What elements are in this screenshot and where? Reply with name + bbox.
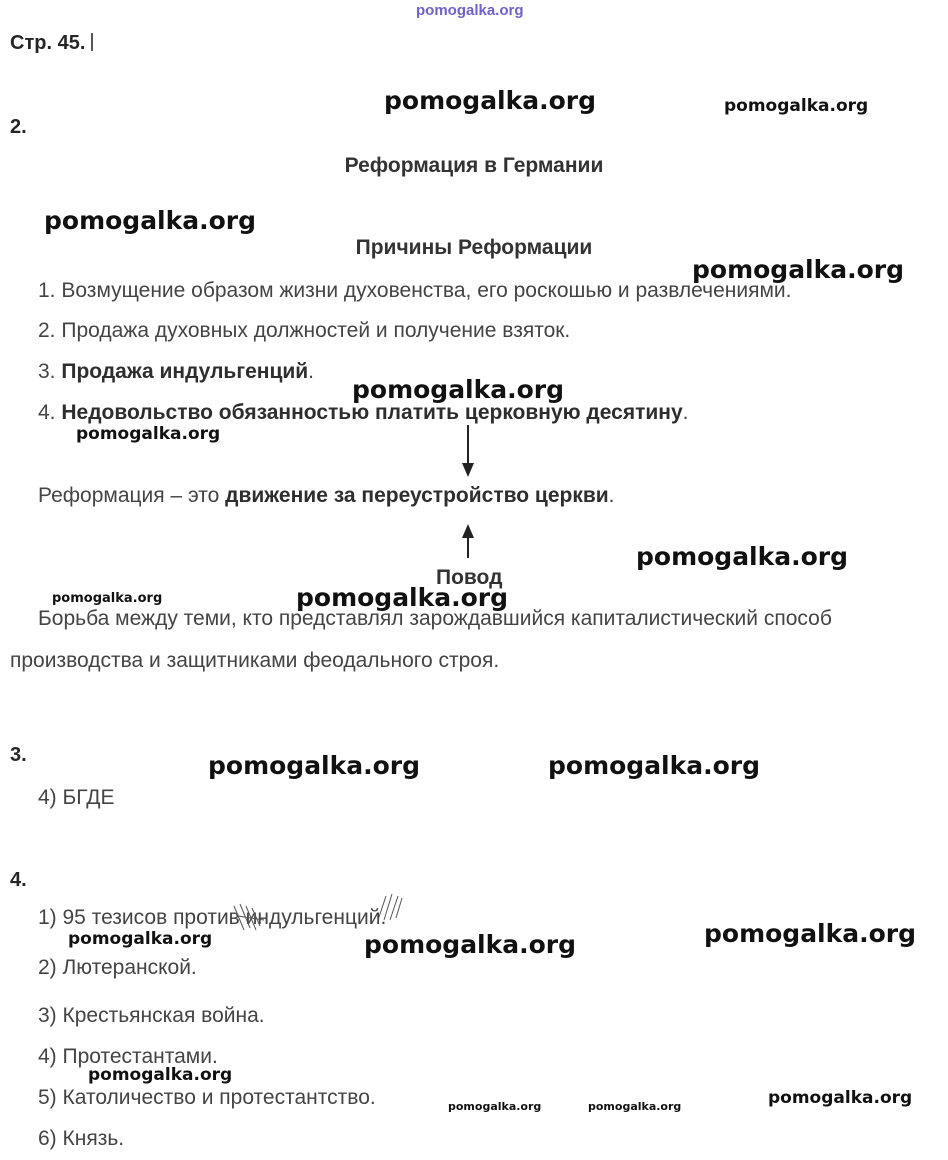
reason-text-line2: производства и защитниками феодального строя. bbox=[10, 649, 500, 672]
watermark: pomogalka.org bbox=[448, 1100, 542, 1113]
cause-item-1: 1. Возмущение образом жизни духовенства, его роскошью и развлечениями. bbox=[38, 279, 792, 302]
task3-number: 3. bbox=[10, 744, 27, 766]
watermark: pomogalka.org bbox=[88, 1065, 233, 1085]
cause-item-4: 4. Недовольство обязанностью платить церковную десятину. bbox=[38, 401, 689, 424]
task4-answer-1: 1) 95 тезисов против индульгенций. bbox=[38, 906, 387, 929]
watermark: pomogalka.org bbox=[296, 583, 509, 612]
cause-item-2: 2. Продажа духовных должностей и получение взяток. bbox=[38, 319, 571, 342]
cause-item-3: 3. Продажа индульгенций. bbox=[38, 360, 315, 383]
task2-title: Реформация в Германии bbox=[344, 154, 604, 177]
watermark: pomogalka.org bbox=[724, 96, 869, 116]
reason-text-line1: Борьба между теми, кто представлял зарождавшийся капиталистический способ bbox=[38, 607, 832, 630]
watermark: pomogalka.org bbox=[548, 751, 761, 780]
watermark: pomogalka.org bbox=[364, 930, 577, 959]
reformation-definition: Реформация – это движение за переустройство церкви. bbox=[38, 484, 615, 507]
task4-answer-5: 5) Католичество и протестантство. bbox=[38, 1086, 376, 1109]
text-cursor bbox=[91, 33, 93, 51]
watermark: pomogalka.org bbox=[588, 1100, 682, 1113]
arrow-down-icon bbox=[460, 425, 476, 477]
task4-answer-3: 3) Крестьянская война. bbox=[38, 1004, 265, 1027]
watermark: pomogalka.org bbox=[76, 424, 221, 444]
page-label: Стр. 45. bbox=[10, 32, 93, 55]
top-watermark: pomogalka.org bbox=[416, 2, 524, 19]
watermark: pomogalka.org bbox=[384, 86, 597, 115]
watermark: pomogalka.org bbox=[704, 919, 917, 948]
arrow-up-icon bbox=[460, 524, 476, 558]
task3-answer: 4) БГДЕ bbox=[38, 786, 115, 809]
watermark: pomogalka.org bbox=[68, 929, 213, 949]
task4-answer-2: 2) Лютеранской. bbox=[38, 956, 197, 979]
watermark: pomogalka.org bbox=[636, 542, 849, 571]
task4-answer-4: 4) Протестантами. bbox=[38, 1045, 218, 1068]
watermark: pomogalka.org bbox=[692, 255, 905, 284]
pen-scribble bbox=[372, 890, 412, 926]
pen-scribble bbox=[230, 896, 290, 936]
watermark: pomogalka.org bbox=[44, 206, 257, 235]
watermark: pomogalka.org bbox=[52, 591, 163, 606]
task4-answer-6: 6) Князь. bbox=[38, 1127, 125, 1150]
watermark: pomogalka.org bbox=[208, 751, 421, 780]
watermark: pomogalka.org bbox=[352, 375, 565, 404]
task4-number: 4. bbox=[10, 869, 27, 891]
watermark: pomogalka.org bbox=[768, 1088, 913, 1108]
task2-number: 2. bbox=[10, 116, 27, 138]
reason-label: Повод bbox=[436, 566, 503, 589]
causes-heading: Причины Реформации bbox=[355, 236, 593, 259]
